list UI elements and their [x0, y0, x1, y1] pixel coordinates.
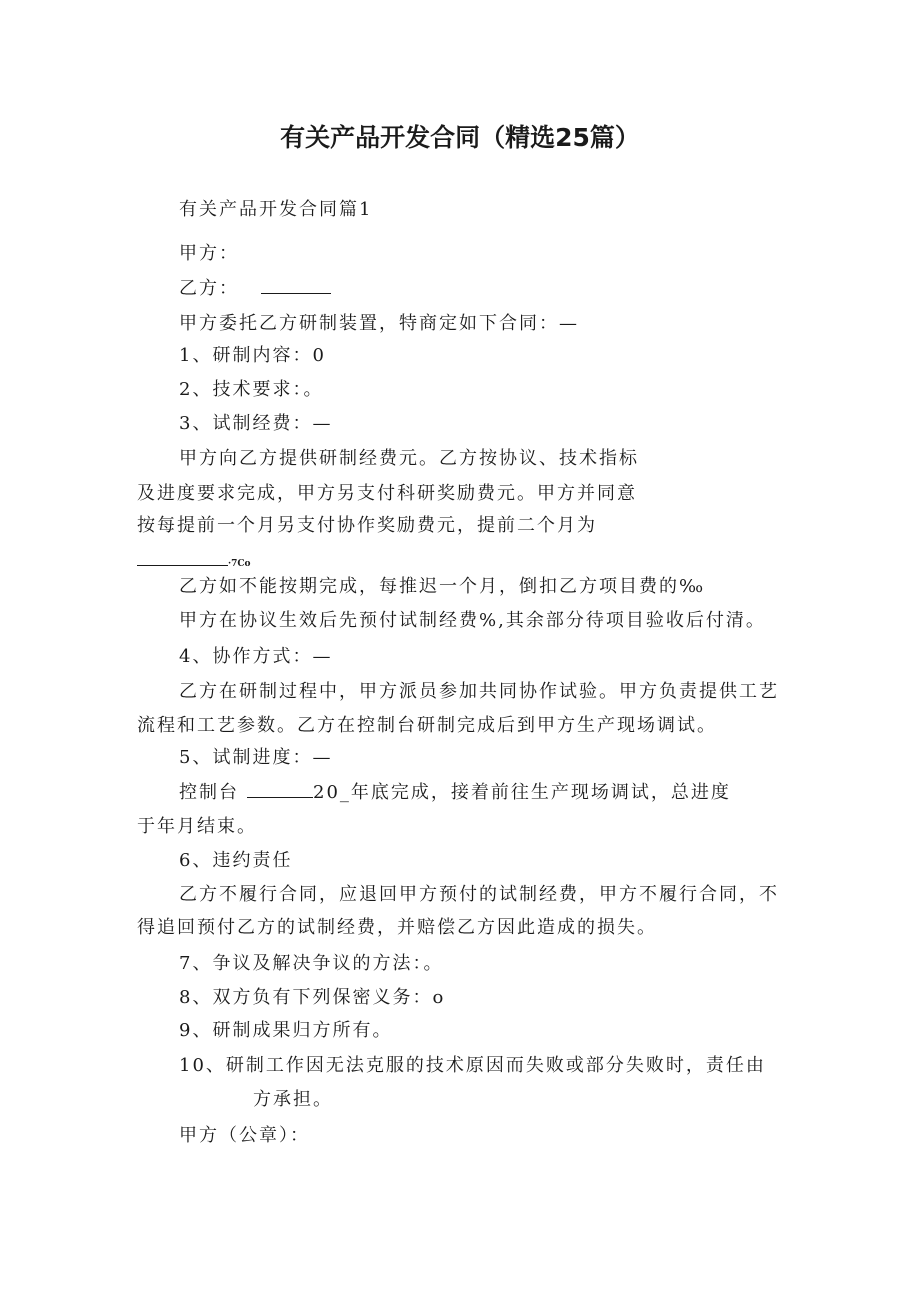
item-4-text-line-1: 乙方在研制过程中，甲方派员参加共同协作试验。甲方负责提供工艺 — [179, 681, 779, 702]
party-a-label: 甲方： — [179, 243, 239, 264]
item-3-text-line-1: 甲方向乙方提供研制经费元。乙方按协议、技术指标 — [179, 448, 639, 469]
item-8: 8、双方负有下列保密义务：o — [179, 987, 446, 1008]
item-1: 1、研制内容：0 — [179, 345, 326, 366]
item-3: 3、试制经费：— — [179, 413, 333, 434]
item-6-text-line-2: 得追回预付乙方的试制经费，并赔偿乙方因此造成的损失。 — [137, 917, 657, 938]
item-9: 9、研制成果归方所有。 — [179, 1020, 393, 1041]
item-7: 7、争议及解决争议的方法：。 — [179, 953, 444, 974]
item-3-text-line-5: 乙方如不能按期完成，每推迟一个月，倒扣乙方项目费的‰ — [179, 576, 706, 597]
document-title: 有关产品开发合同（精选25篇） — [280, 123, 640, 152]
party-a-seal: 甲方（公章）： — [179, 1125, 310, 1146]
item-3-text-line-6: 甲方在协议生效后先预付试制经费%,其余部分待项目验收后付清。 — [179, 610, 766, 631]
intro-text: 甲方委托乙方研制装置，特商定如下合同：— — [179, 313, 579, 334]
party-b-label: 乙方： — [179, 278, 239, 299]
item-4: 4、协作方式：— — [179, 646, 333, 667]
item-4-text-line-2: 流程和工艺参数。乙方在控制台研制完成后到甲方生产现场调试。 — [137, 715, 717, 736]
item-5-text-line-1 — [179, 781, 731, 805]
party-b-line — [179, 277, 331, 301]
bonus-blank — [137, 551, 228, 566]
item-3-text-line-4 — [137, 549, 251, 576]
party-b-blank — [261, 277, 331, 294]
item-5-text-b: 20_年底完成，接着前往生产现场调试，总进度 — [313, 782, 731, 803]
progress-blank — [247, 783, 313, 798]
item-5-text-line-2: 于年月结束。 — [137, 816, 257, 837]
item-5-text-a: 控制台 — [179, 782, 239, 803]
item-10-line-2: 方承担。 — [253, 1089, 333, 1110]
item-2: 2、技术要求：。 — [179, 379, 324, 400]
item-3-text-line-2: 及进度要求完成，甲方另支付科研奖励费元。甲方并同意 — [137, 483, 637, 504]
item-6: 6、违约责任 — [179, 850, 293, 871]
section-heading: 有关产品开发合同篇1 — [179, 199, 373, 220]
item-6-text-line-1: 乙方不履行合同，应退回甲方预付的试制经费，甲方不履行合同，不 — [179, 884, 779, 905]
item-3-text-line-3: 按每提前一个月另支付协作奖励费元，提前二个月为 — [137, 515, 597, 536]
item-3-suffix: ·7Co — [228, 559, 251, 569]
item-5: 5、试制进度：— — [179, 747, 333, 768]
item-10-line-1: 10、研制工作因无法克服的技术原因而失败或部分失败时，责任由 — [179, 1055, 766, 1076]
